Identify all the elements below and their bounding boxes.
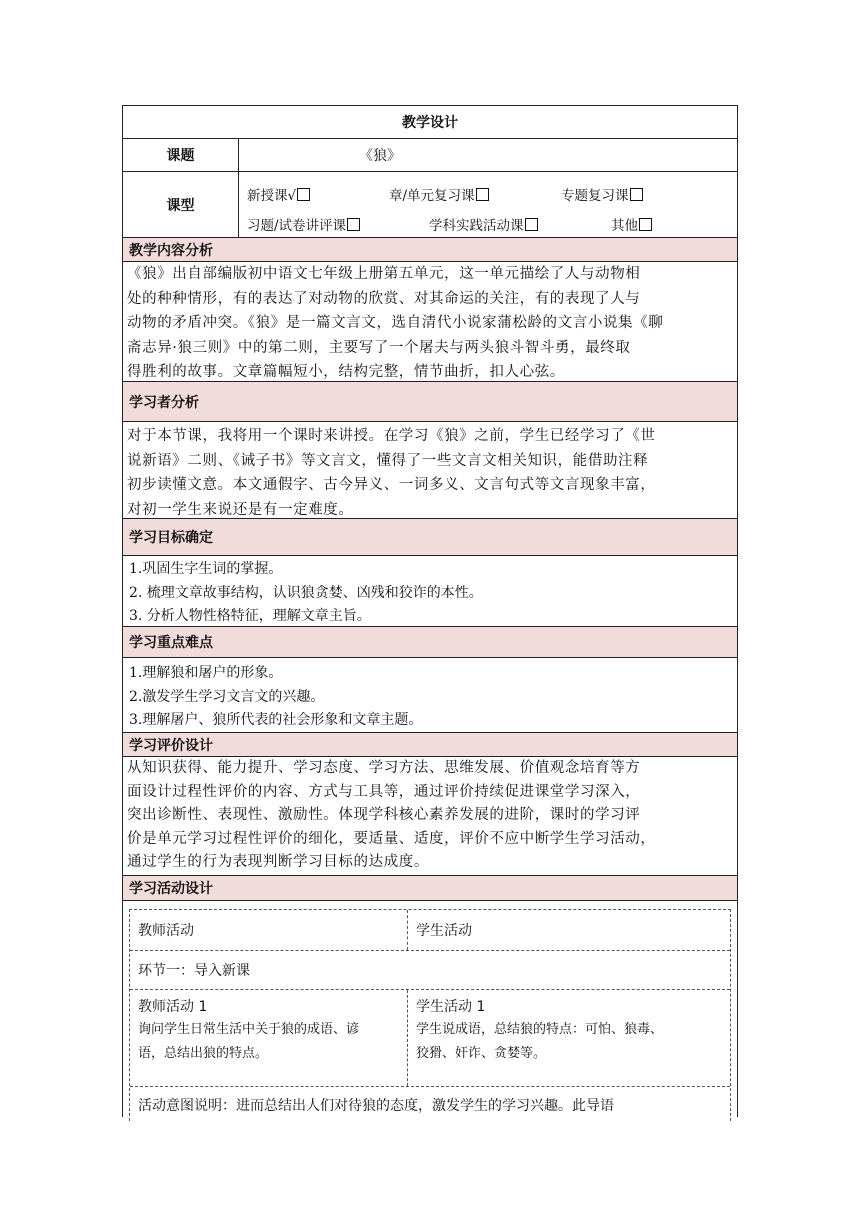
activities-header-row <box>130 910 730 951</box>
activity-intent: 活动意图说明：进而总结出人们对待狼的态度，激发学生的学习兴趣。此导语 <box>138 1098 614 1114</box>
checkbox-icon[interactable] <box>639 218 652 231</box>
objective-item: 1.巩固生字生词的掌握。 <box>129 561 283 577</box>
lesson-label: 课题 <box>123 139 239 171</box>
option-topic-review[interactable]: 专题复习课 <box>561 184 643 204</box>
option-other[interactable]: 其他 <box>611 214 652 234</box>
teacher-activity-1: 教师活动 1 询问学生日常生活中关于狼的成语、谚 语，总结出狼的特点。 <box>130 990 408 1086</box>
key-points-list <box>123 658 737 733</box>
objectives-heading: 学习目标确定 <box>123 519 737 556</box>
content-analysis-heading: 教学内容分析 <box>123 238 737 262</box>
intent-row <box>130 1087 730 1121</box>
table-title: 教学设计 <box>123 106 737 139</box>
content-analysis-text: 《狼》出自部编版初中语文七年级上册第五单元，这一单元描绘了人与动物相 处的种种情形，有的表达了对动物的欣赏、对其命运的关注，有的表现了人与 动物的矛盾冲突。《狼》是一篇文言文，选自清代小说家蒲松龄的文言小说集《聊 斋志异·狼三则》中的第二则，主要写了一个屠夫与两头狼斗智斗勇，最终取 得胜利的故事。文章篇幅短小，结构完整，情节曲折，扣人心弦。 <box>123 262 737 382</box>
objectives-list <box>123 556 737 627</box>
lesson-value: 《狼》 <box>359 148 401 164</box>
activity-pair-row <box>130 990 730 1087</box>
activities-table <box>129 909 731 1121</box>
key-point-item: 2.激发学生学习文言文的兴趣。 <box>129 688 325 705</box>
lesson-type-row <box>123 172 737 238</box>
objective-item: 2. 梳理文章故事结构，认识狼贪婪、凶残和狡诈的本性。 <box>129 584 483 601</box>
student-activity-1-title: 学生活动 1 <box>416 999 486 1015</box>
student-activity-1: 学生活动 1 学生说成语，总结狼的特点：可怕、狼毒、 狡猾、奸诈、贪婪等。 <box>408 990 730 1086</box>
checkbox-icon[interactable] <box>630 188 643 201</box>
lesson-type-label: 课型 <box>123 172 239 237</box>
evaluation-text: 从知识获得、能力提升、学习态度、学习方法、思维发展、价值观念培育等方 面设计过程性评价的内容、方式与工具等，通过评价持续促进课堂学习深入， 突出诊断性、表现性、激励性。体现学科核心素养发展的进阶，课时的学习评 价是单元学习过程性评价的细化，要适量、适度，评价不应中断学生学习活动， 通过学生的行为表现判断学习目标的达成度。 <box>123 757 737 876</box>
checkbox-icon[interactable] <box>297 188 310 201</box>
evaluation-heading: 学习评价设计 <box>123 733 737 757</box>
key-points-heading: 学习重点难点 <box>123 627 737 658</box>
objective-item: 3. 分析人物性格特征，理解文章主旨。 <box>129 608 371 624</box>
student-activity-header: 学生活动 <box>416 923 472 939</box>
checkbox-icon[interactable] <box>525 218 538 231</box>
learner-analysis-text: 对于本节课，我将用一个课时来讲授。在学习《狼》之前，学生已经学习了《世 说新语》二则、《诫子书》等文言文，懂得了一些文言文相关知识，能借助注释 初步读懂文意。本文通假字、古今异义、一词多义、文言句式等文言现象丰富， 对初一学生来说还是有一定难度。 <box>123 422 737 519</box>
lesson-plan-table <box>122 105 738 1117</box>
stage-title: 环节一：导入新课 <box>138 963 250 979</box>
option-unit-review[interactable]: 章/单元复习课 <box>389 184 489 204</box>
key-point-item: 1.理解狼和屠户的形象。 <box>129 665 283 681</box>
teacher-activity-1-title: 教师活动 1 <box>138 999 208 1015</box>
option-practice-activity[interactable]: 学科实践活动课 <box>429 214 538 234</box>
checkbox-icon[interactable] <box>347 218 360 231</box>
lesson-plan-page <box>122 105 738 1117</box>
lesson-type-options <box>239 172 737 237</box>
learner-analysis-heading: 学习者分析 <box>123 382 737 422</box>
activities-heading: 学习活动设计 <box>123 876 737 901</box>
teacher-activity-header: 教师活动 <box>130 910 408 950</box>
key-point-item: 3.理解屠户、狼所代表的社会形象和文章主题。 <box>129 712 423 728</box>
option-new-lesson[interactable]: 新授课√ <box>247 184 310 204</box>
activities-section <box>123 901 737 1117</box>
stage-row <box>130 951 730 990</box>
lesson-row <box>123 139 737 172</box>
checkbox-icon[interactable] <box>476 188 489 201</box>
option-exercise-review[interactable]: 习题/试卷讲评课 <box>247 214 360 234</box>
